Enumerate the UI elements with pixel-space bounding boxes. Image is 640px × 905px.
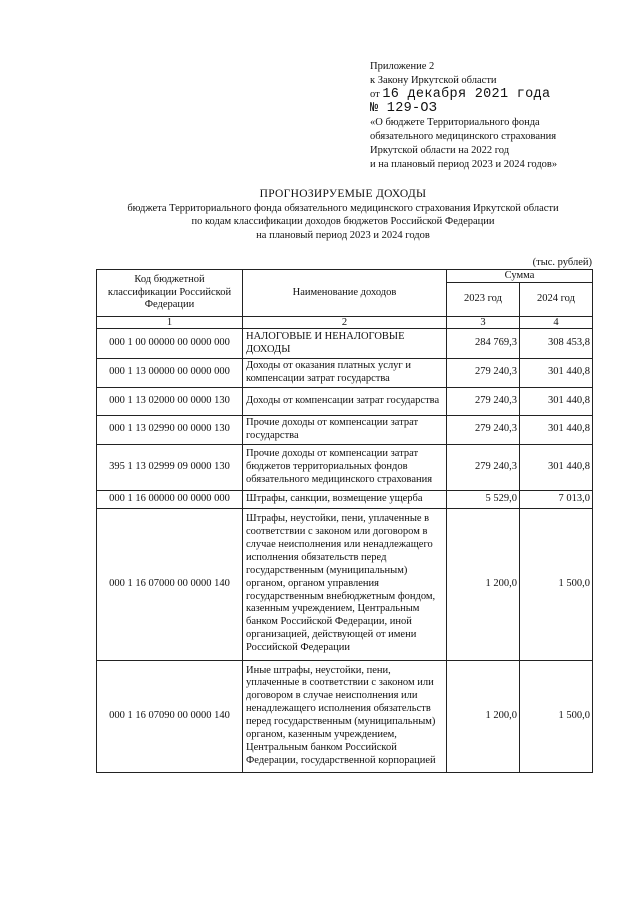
table-row — [97, 415, 593, 444]
header-year-2023: 2023 год — [447, 282, 520, 316]
row-value-2024: 1 500,0 — [520, 508, 593, 660]
row-value-2023: 1 200,0 — [447, 660, 520, 772]
document-title — [96, 188, 590, 242]
row-code: 000 1 16 00000 00 0000 000 — [97, 490, 243, 508]
row-value-2023: 5 529,0 — [447, 490, 520, 508]
row-value-2024: 301 440,8 — [520, 444, 593, 490]
row-code: 000 1 16 07000 00 0000 140 — [97, 508, 243, 660]
index-cell: 4 — [520, 317, 593, 329]
header-row — [97, 270, 593, 283]
row-value-2023: 279 240,3 — [447, 444, 520, 490]
row-value-2024: 301 440,8 — [520, 387, 593, 415]
row-name: Прочие доходы от компенсации затрат государства — [243, 415, 447, 444]
row-code: 000 1 13 02000 00 0000 130 — [97, 387, 243, 415]
units-label: (тыс. рублей) — [532, 257, 592, 268]
annex-title: Приложение 2 — [370, 61, 435, 72]
annex-law-line: и на плановый период 2023 и 2024 годов» — [370, 159, 558, 170]
row-value-2023: 279 240,3 — [447, 415, 520, 444]
row-code: 000 1 16 07090 00 0000 140 — [97, 660, 243, 772]
row-name: Прочие доходы от компенсации затрат бюджетов территориальных фондов обязательного медицинского страхования — [243, 444, 447, 490]
title-main: ПРОГНОЗИРУЕМЫЕ ДОХОДЫ — [259, 188, 427, 200]
table-row — [97, 508, 593, 660]
annex-number: № 129-ОЗ — [370, 101, 438, 116]
index-cell: 1 — [97, 317, 243, 329]
row-code: 000 1 13 02990 00 0000 130 — [97, 415, 243, 444]
row-value-2024: 301 440,8 — [520, 359, 593, 388]
title-sub-line: по кодам классификации доходов бюджетов Российской Федерации — [191, 216, 495, 228]
table-row — [97, 444, 593, 490]
table-row — [97, 660, 593, 772]
row-name: НАЛОГОВЫЕ И НЕНАЛОГОВЫЕ ДОХОДЫ — [243, 329, 447, 359]
annex-law-line: Иркутской области на 2022 год — [370, 145, 510, 156]
annex-date: 16 декабря 2021 года — [382, 87, 551, 102]
row-code: 000 1 13 00000 00 0000 000 — [97, 359, 243, 388]
table-row — [97, 387, 593, 415]
row-name: Штрафы, неустойки, пени, уплаченные в соответствии с законом или договором в случае неисполнения или ненадлежащего исполнения обязательств перед государственным (муниципальным) органом, органом управления государственным внебюджетным фондом, казенным учреждением, Центральным банком Российской Федерации, иной организацией, действующей от имени Российской Федерации — [243, 508, 447, 660]
row-name: Иные штрафы, неустойки, пени, уплаченные в соответствии с законом или договором в случае неисполнения или ненадлежащего исполнения обязательств перед государственным (муниципальным) органом, казенным учреждением, Центральным банком Российской Федерации, государственной корпорацией — [243, 660, 447, 772]
row-code: 395 1 13 02999 09 0000 130 — [97, 444, 243, 490]
row-name: Доходы от компенсации затрат государства — [243, 387, 447, 415]
table-row — [97, 329, 593, 359]
row-value-2024: 1 500,0 — [520, 660, 593, 772]
index-cell: 2 — [243, 317, 447, 329]
row-value-2023: 284 769,3 — [447, 329, 520, 359]
index-cell: 3 — [447, 317, 520, 329]
row-code: 000 1 00 00000 00 0000 000 — [97, 329, 243, 359]
row-value-2023: 279 240,3 — [447, 387, 520, 415]
header-name: Наименование доходов — [243, 270, 447, 317]
header-year-2024: 2024 год — [520, 282, 593, 316]
row-value-2024: 301 440,8 — [520, 415, 593, 444]
row-name: Доходы от оказания платных услуг и компенсации затрат государства — [243, 359, 447, 388]
table-row — [97, 490, 593, 508]
title-sub-line: на плановый период 2023 и 2024 годов — [256, 229, 430, 241]
header-sum: Сумма — [447, 270, 593, 283]
annex-law-ref: к Закону Иркутской области — [370, 75, 497, 86]
row-value-2024: 7 013,0 — [520, 490, 593, 508]
row-value-2024: 308 453,8 — [520, 329, 593, 359]
row-value-2023: 1 200,0 — [447, 508, 520, 660]
title-sub-line: бюджета Территориального фонда обязательного медицинского страхования Иркутской области — [127, 202, 559, 214]
income-table — [96, 269, 593, 773]
table-row — [97, 359, 593, 388]
header-code: Код бюджетной классификации Российской Федерации — [97, 270, 243, 317]
annex-law-line: «О бюджете Территориального фонда — [370, 117, 540, 128]
annex-law-line: обязательного медицинского страхования — [370, 131, 557, 142]
annex-date-prefix: от — [370, 89, 380, 100]
index-row — [97, 317, 593, 329]
row-name: Штрафы, санкции, возмещение ущерба — [243, 490, 447, 508]
annex-block — [370, 60, 620, 172]
annex-date-line — [370, 88, 620, 102]
row-value-2023: 279 240,3 — [447, 359, 520, 388]
